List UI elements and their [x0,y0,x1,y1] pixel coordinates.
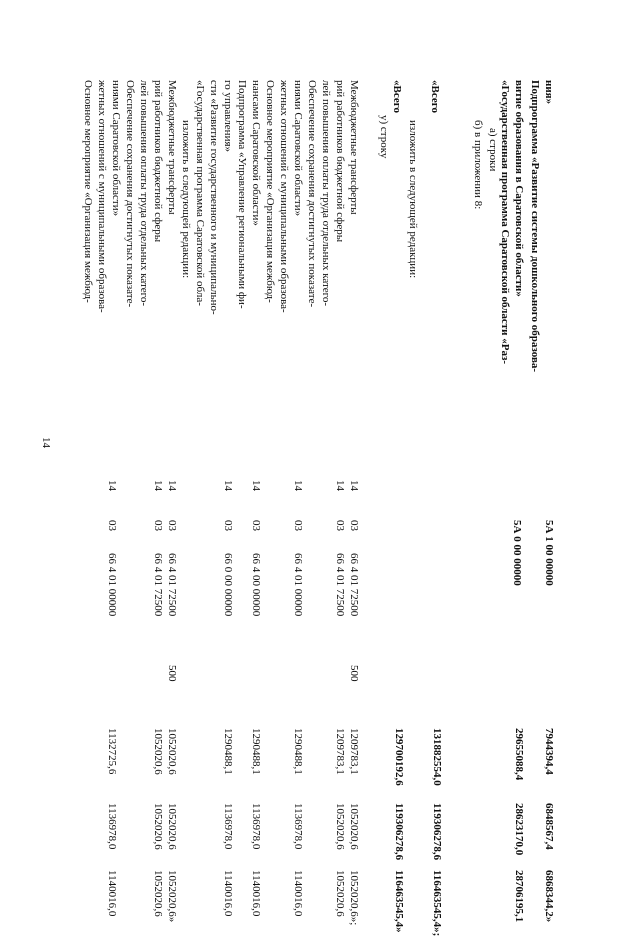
program-v1: 29655088,4 [513,728,525,781]
row6-col-v3: 1140016,0 [292,870,304,917]
program-v2: 28623170,0 [513,803,525,856]
subprogram-line1: Подпрограмма «Развитие системы дошкольного образова- [529,80,541,373]
row2-col-a: 14 [152,480,164,491]
row2-col-code: 66 4 01 72500 [152,553,164,617]
row7-line3: рий работников бюджетной сферы [334,80,346,243]
row5-col-v3: 1140016,0 [250,870,262,917]
row6-col-code: 66 4 01 00000 [292,553,304,617]
row2-col-b: 03 [152,520,164,531]
program-code: 5А 0 00 00000 [511,520,523,586]
row2-line1: Обеспечение сохранения достигнутых показате- [124,80,136,308]
row8-col-b: 03 [348,520,360,531]
row7-col-a: 14 [334,480,346,491]
row5-col-b: 03 [250,520,262,531]
row3-col-a: 14 [166,480,178,491]
row7-col-v1: 1209783,1 [334,728,346,775]
program-line1: «Государственная программа Саратовской области «Раз- [499,80,511,365]
row6-line2: жетных отношений с муниципальными образова- [278,80,290,313]
row8-col-v3: 1052020,6»; [348,870,360,926]
row5-col-v2: 1136978,0 [250,803,262,850]
subprogram-v2: 6848567,4 [543,803,555,850]
row1-line3: ниями Саратовской области» [110,80,122,217]
program-line2: витие образования в Саратовской области» [513,80,525,297]
row1-line1: Основное мероприятие «Организация межбюд- [82,80,94,303]
row8-col-type: 500 [348,665,360,682]
row4-col-a: 14 [222,480,234,491]
row3-line1: Межбюджетные трансферты [166,80,178,215]
row7-col-b: 03 [334,520,346,531]
row1-col-code: 66 4 01 00000 [106,553,118,617]
row4-line3: го управления» [222,80,234,153]
row4-col-b: 03 [222,520,234,531]
total-old-v1: 129700192,6 [393,728,405,786]
row2-col-v2: 1052020,6 [152,803,164,850]
row4-col-v3: 1140016,0 [222,870,234,917]
row5-line1: Подпрограмма «Управление региональными фи- [236,80,248,309]
row8-col-v2: 1052020,6 [348,803,360,850]
subprogram-code: 5А 1 00 00000 [543,520,555,586]
subprogram-v3: 6868344,2» [543,870,555,923]
row1-col-v2: 1136978,0 [106,803,118,850]
row7-col-v3: 1052020,6 [334,870,346,917]
row7-line1: Обеспечение сохранения достигнутых показате- [306,80,318,308]
appendix-heading: б) в приложении 8: [472,120,484,210]
total-new-v2: 119306278,6 [431,803,443,861]
row2-line3: рий работников бюджетной сферы [152,80,164,243]
row6-col-b: 03 [292,520,304,531]
total-new-label: «Всего [429,80,441,113]
row7-col-code: 66 4 01 72500 [334,553,346,617]
total-old-v2: 119306278,6 [393,803,405,861]
row3-col-v1: 1052020,6 [166,728,178,775]
row4-line1: «Государственная программа Саратовской обла- [194,80,206,306]
row6-col-v2: 1136978,0 [292,803,304,850]
row5-col-a: 14 [250,480,262,491]
row2-col-v1: 1052020,6 [152,728,164,775]
row3-col-type: 500 [166,665,178,682]
intro-edition-1: изложить в следующей редакции: [180,120,192,279]
row8-col-code: 66 4 01 72500 [348,553,360,617]
row1-line2: жетных отношений с муниципальными образова- [96,80,108,313]
row8-line1: Межбюджетные трансферты [348,80,360,215]
total-old-label: «Всего [391,80,403,113]
row6-col-a: 14 [292,480,304,491]
row8-col-v1: 1209783,1 [348,728,360,775]
total-new-v3: 116463545,4»; [431,870,443,936]
subprogram-line2: ния» [543,80,555,105]
row3-col-v3: 1052020,6» [166,870,178,923]
row4-col-v1: 1290488,1 [222,728,234,775]
row3-col-b: 03 [166,520,178,531]
row1-col-v1: 1132725,6 [106,728,118,775]
row5-line2: нансами Саратовской области» [250,80,262,226]
row3-col-v2: 1052020,6 [166,803,178,850]
row5-col-code: 66 4 00 00000 [250,553,262,617]
row7-line2: лей повышения оплаты труда отдельных катего- [320,80,332,307]
row1-col-a: 14 [106,480,118,491]
row6-line3: ниями Саратовской области» [292,80,304,217]
subprogram-v1: 7944394,4 [543,728,555,775]
row8-col-a: 14 [348,480,360,491]
row2-col-v3: 1052020,6 [152,870,164,917]
program-v3: 28706195,1 [513,870,525,923]
row3-col-code: 66 4 01 72500 [166,553,178,617]
row6-line1: Основное мероприятие «Организация межбюд- [264,80,276,303]
appendix-sub: а) строки [487,128,499,172]
total-new-v1: 131882554,0 [431,728,443,786]
row4-line2: сти «Развитие государственного и муниципально- [208,80,220,315]
total-old-v3: 116463545,4» [393,870,405,933]
row1-col-v3: 1140016,0 [106,870,118,917]
row1-col-b: 03 [106,520,118,531]
row2-line2: лей повышения оплаты труда отдельных катего- [138,80,150,307]
row5-col-v1: 1290488,1 [250,728,262,775]
paragraph-u: у) строку [378,115,390,159]
row6-col-v1: 1290488,1 [292,728,304,775]
page-number: 14 [40,437,52,448]
row4-col-v2: 1136978,0 [222,803,234,850]
row4-col-code: 66 0 00 00000 [222,553,234,617]
row7-col-v2: 1052020,6 [334,803,346,850]
intro-edition-2: изложить в следующей редакции: [407,120,419,279]
